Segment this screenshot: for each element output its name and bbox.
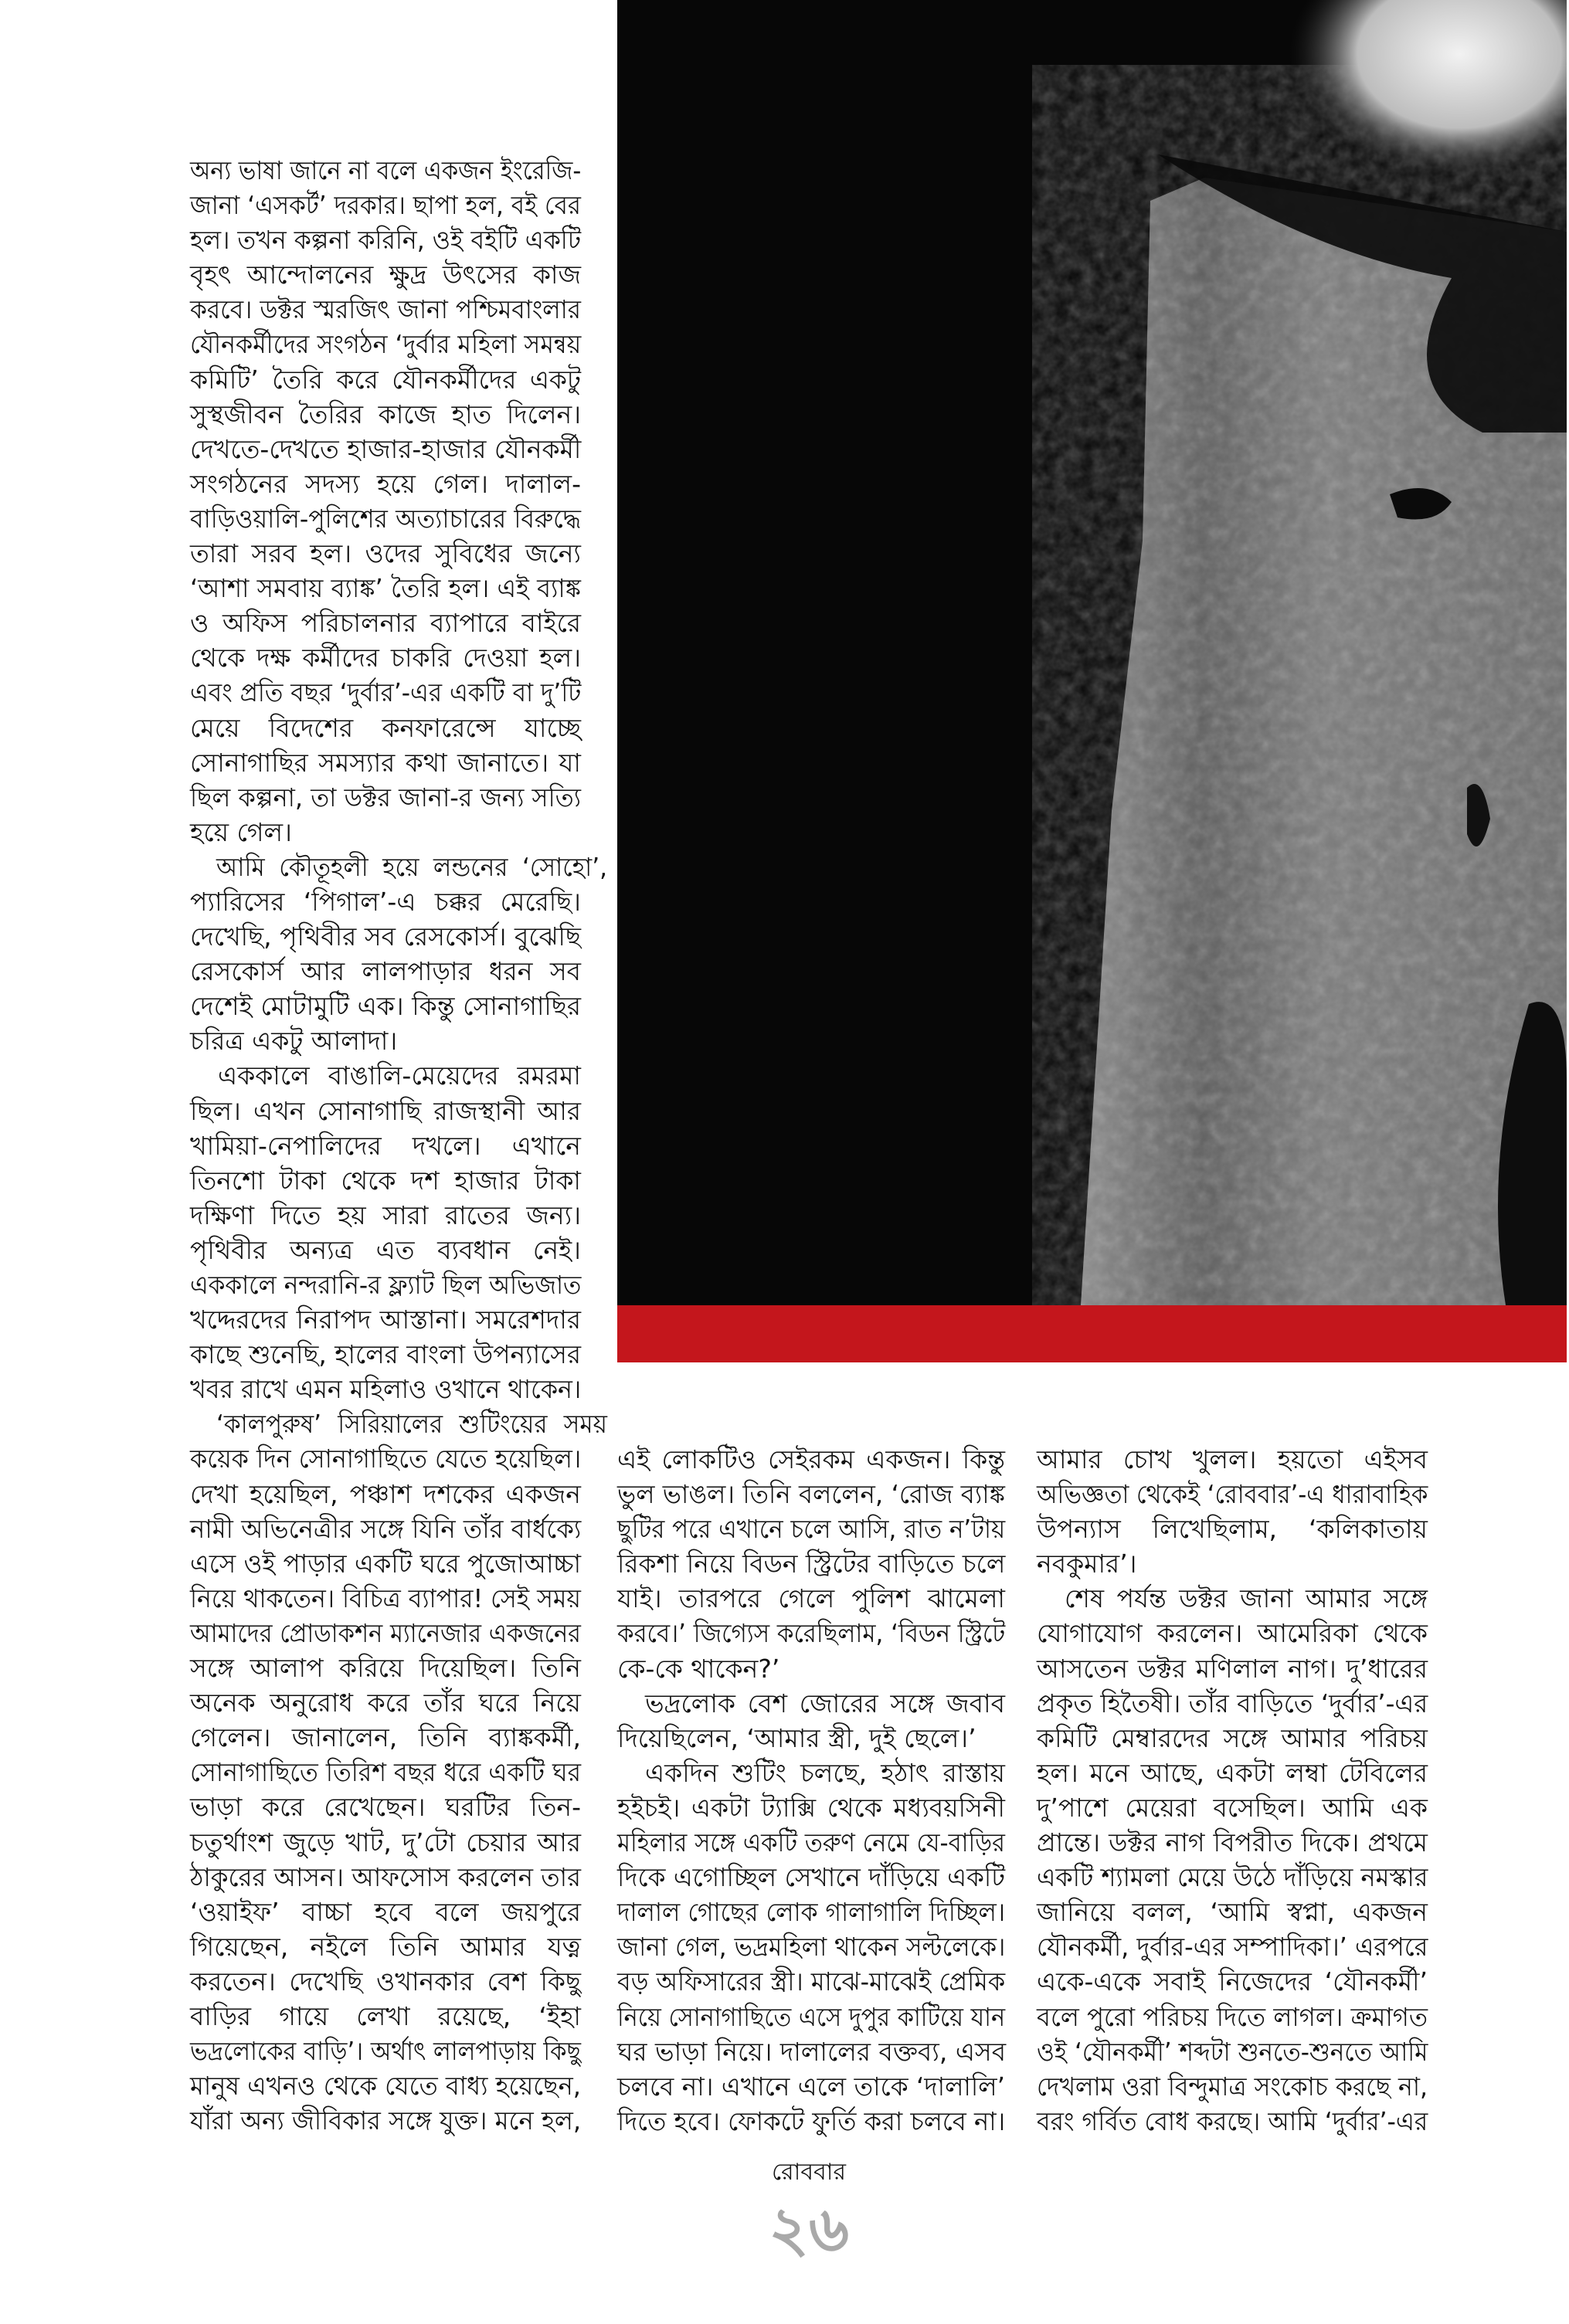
- text-line: দিকে এগোচ্ছিল সেখানে দাঁড়িয়ে একটি: [617, 1862, 1006, 1893]
- text-line: বাড়ির গায়ে লেখা রয়েছে, ‘ইহা: [190, 2000, 581, 2031]
- text-line: যোগাযোগ করলেন। আমেরিকা থেকে: [1037, 1618, 1428, 1649]
- text-line: খদ্দেরদের নিরাপদ আস্তানা। সমরেশদার: [190, 1304, 581, 1335]
- text-line: চলবে না। এখানে এলে তাকে ‘দালালি’: [617, 2071, 1005, 2102]
- text-line: ছিল কল্পনা, তা ডক্টর জানা-র জন্য সত্যি: [190, 782, 582, 813]
- text-line: দেখতে-দেখতে হাজার-হাজার যৌনকর্মী: [190, 433, 582, 464]
- text-line: আমাদের প্রোডাকশন ম্যানেজার একজনের: [190, 1617, 581, 1648]
- text-line: দেখলাম ওরা বিন্দুমাত্র সংকোচ করছে না,: [1037, 2071, 1428, 2102]
- text-line: আসতেন ডক্টর মণিলাল নাগ। দু’ধারের: [1037, 1653, 1428, 1684]
- text-line: আমি কৌতূহলী হয়ে লন্ডনের ‘সোহো’,: [216, 851, 608, 882]
- text-line: ভুল ভাঙল। তিনি বললেন, ‘রোজ ব্যাঙ্ক: [617, 1479, 1005, 1510]
- text-line: ভদ্রলোক বেশ জোরের সঙ্গে জবাব: [645, 1688, 1005, 1718]
- paragraph: [617, 1686, 1005, 1756]
- text-line: কমিটি মেম্বারদের সঙ্গে আমার পরিচয়: [1037, 1722, 1428, 1753]
- text-line: দিয়েছিলেন, ‘আমার স্ত্রী, দুই ছেলে।’: [617, 1722, 976, 1753]
- text-line: যৌনকর্মী, দুর্বার-এর সম্পাদিকা।’ এরপরে: [1037, 1932, 1428, 1963]
- text-line: করবে।’ জিগ্যেস করেছিলাম, ‘বিডন স্ট্রিটে: [617, 1618, 1006, 1649]
- text-line: যাই। তারপরে গেলে পুলিশ ঝামেলা: [617, 1583, 1005, 1614]
- text-line: বড় অফিসারের স্ত্রী। মাঝে-মাঝেই প্রেমিক: [617, 1966, 1006, 1997]
- paragraph: [190, 1058, 581, 1406]
- page-number: ২৬: [768, 2193, 850, 2265]
- paragraph: [1037, 1442, 1428, 1581]
- text-line: ঘর ভাড়া নিয়ে। দালালের বক্তব্য, এসব: [617, 2036, 1007, 2067]
- text-line: করবে। ডক্টর স্মরজিৎ জানা পশ্চিমবাংলার: [190, 294, 581, 325]
- article-photo: [617, 0, 1567, 1305]
- text-line: এককালে বাঙালি-মেয়েদের রমরমা: [218, 1060, 581, 1091]
- text-line: মেয়ে বিদেশের কনফারেন্সে যাচ্ছে: [190, 712, 581, 743]
- paragraph: [1037, 1581, 1428, 2139]
- text-line: একটি শ্যামলা মেয়ে উঠে দাঁড়িয়ে নমস্কার: [1037, 1862, 1428, 1893]
- text-line: প্যারিসের ‘পিগাল’-এ চক্কর মেরেছি।: [190, 886, 581, 917]
- text-line: কে-কে থাকেন?’: [617, 1653, 780, 1684]
- accent-red-bar: [617, 1305, 1567, 1362]
- text-line: নিয়ে সোনাগাছিতে এসে দুপুর কাটিয়ে যান: [617, 2001, 1006, 2032]
- text-line: ও অফিস পরিচালনার ব্যাপারে বাইরে: [190, 608, 581, 639]
- text-line: এবং প্রতি বছর ‘দুর্বার’-এর একটি বা দু’টি: [190, 677, 582, 708]
- text-line: থেকে দক্ষ কর্মীদের চাকরি দেওয়া হল।: [190, 643, 581, 673]
- text-line: গেলেন। জানালেন, তিনি ব্যাঙ্ককর্মী,: [190, 1722, 581, 1753]
- text-line: নবকুমার’।: [1037, 1549, 1137, 1579]
- text-line: করতেন। দেখেছি ওখানকার বেশ কিছু: [190, 1966, 581, 1997]
- text-line: ‘কালপুরুষ’ সিরিয়ালের শুটিংয়ের সময়: [216, 1409, 607, 1440]
- text-line: ছুটির পরে এখানে চলে আসি, রাত ন’টায়: [617, 1514, 1006, 1545]
- text-line: দিতে হবে। ফোকটে ফুর্তি করা চলবে না।: [617, 2105, 1006, 2136]
- text-line: বরং গর্বিত বোধ করছে। আমি ‘দুর্বার’-এর: [1037, 2105, 1428, 2136]
- text-line: হয়ে গেল।: [190, 816, 292, 847]
- paragraph: [190, 1406, 607, 2138]
- text-line: একদিন শুটিং চলছে, হঠাৎ রাস্তায়: [645, 1757, 1005, 1788]
- text-line: অনেক অনুরোধ করে তাঁর ঘরে নিয়ে: [190, 1688, 581, 1718]
- text-line: চতুর্থাংশ জুড়ে খাট, দু’টো চেয়ার আর: [190, 1827, 581, 1858]
- text-line: অন্য ভাষা জানে না বলে একজন ইংরেজি-: [190, 155, 582, 185]
- text-line: দেখেছি, পৃথিবীর সব রেসকোর্স। বুঝেছি: [190, 921, 581, 952]
- text-line: নামী অভিনেত্রীর সঙ্গে যিনি তাঁর বার্ধক্যে: [190, 1513, 582, 1544]
- text-line: কমিটি’ তৈরি করে যৌনকর্মীদের একটু: [190, 364, 581, 395]
- paragraph: [617, 1442, 1005, 1686]
- text-line: একে-একে সবাই নিজেদের ‘যৌনকর্মী’: [1037, 1966, 1428, 1997]
- text-line: দালাল গোছের লোক গালাগালি দিচ্ছিল।: [617, 1897, 1006, 1928]
- text-line: শেষ পর্যন্ত ডক্টর জানা আমার সঙ্গে: [1065, 1583, 1428, 1614]
- text-line: কয়েক দিন সোনাগাছিতে যেতে হয়েছিল।: [190, 1444, 582, 1474]
- text-line: সঙ্গে আলাপ করিয়ে দিয়েছিল। তিনি: [190, 1653, 581, 1684]
- text-line: ভাড়া করে রেখেছেন। ঘরটির তিন-: [190, 1792, 581, 1823]
- text-line: এককালে নন্দরানি-র ফ্ল্যাট ছিল অভিজাত: [190, 1270, 582, 1300]
- text-line: ‘ওয়াইফ’ বাচ্চা হবে বলে জয়পুরে: [190, 1896, 581, 1927]
- text-line: জানা ‘এসকর্ট’ দরকার। ছাপা হল, বই বের: [190, 190, 581, 221]
- text-line: বৃহৎ আন্দোলনের ক্ষুদ্র উৎসের কাজ: [190, 260, 581, 290]
- text-line: প্রকৃত হিতৈষী। তাঁর বাড়িতে ‘দুর্বার’-এর: [1037, 1688, 1428, 1718]
- text-line: যাঁরা অন্য জীবিকার সঙ্গে যুক্ত। মনে হল,: [190, 2105, 582, 2136]
- text-line: চরিত্র একটু আলাদা।: [190, 1026, 398, 1057]
- text-line: সোনাগাছির সমস্যার কথা জানাতে। যা: [190, 747, 581, 778]
- text-line: বলে পুরো পরিচয় দিতে লাগল। ক্রমাগত: [1037, 2001, 1428, 2032]
- paragraph: [190, 153, 581, 850]
- text-line: ছিল। এখন সোনাগাছি রাজস্থানী আর: [190, 1095, 581, 1126]
- article-column-right: [1037, 1442, 1428, 2139]
- text-line: হল। মনে আছে, একটা লম্বা টেবিলের: [1037, 1757, 1428, 1788]
- text-line: রেসকোর্স আর লালপাড়ার ধরন সব: [190, 956, 581, 987]
- text-line: তারা সরব হল। ওদের সুবিধের জন্যে: [190, 538, 581, 569]
- text-line: হইচই। একটা ট্যাক্সি থেকে মধ্যবয়সিনী: [617, 1792, 1005, 1823]
- text-line: দক্ষিণা দিতে হয় সারা রাতের জন্য।: [190, 1199, 581, 1230]
- text-line: রিকশা নিয়ে বিডন স্ট্রিটের বাড়িতে চলে: [617, 1549, 1006, 1579]
- text-line: এসে ওই পাড়ার একটি ঘরে পুজোআচ্চা: [190, 1548, 582, 1579]
- text-line: ‘আশা সমবায় ব্যাঙ্ক’ তৈরি হল। এই ব্যাঙ্ক: [190, 573, 581, 604]
- text-line: সোনাগাছিতে তিরিশ বছর ধরে একটি ঘর: [190, 1757, 582, 1788]
- text-line: মানুষ এখনও থেকে যেতে বাধ্য হয়েছেন,: [190, 2071, 582, 2102]
- text-line: ঠাকুরের আসন। আফসোস করলেন তার: [190, 1861, 581, 1892]
- text-line: ওই ‘যৌনকর্মী’ শব্দটা শুনতে-শুনতে আমি: [1037, 2036, 1428, 2067]
- text-line: জানা গেল, ভদ্রমহিলা থাকেন সল্টলেকে।: [617, 1932, 1006, 1963]
- text-line: কাছে শুনেছি, হালের বাংলা উপন্যাসের: [190, 1339, 581, 1370]
- text-line: যৌনকর্মীদের সংগঠন ‘দুর্বার মহিলা সমন্বয়: [190, 329, 582, 360]
- article-column-middle: [617, 1442, 1005, 2139]
- text-line: হল। তখন কল্পনা করিনি, ওই বইটি একটি: [190, 225, 582, 256]
- photo-image: [617, 0, 1567, 1305]
- text-line: জানিয়ে বলল, ‘আমি স্বপ্না, একজন: [1037, 1897, 1428, 1928]
- text-line: সংগঠনের সদস্য হয়ে গেল। দালাল-: [190, 468, 581, 499]
- text-line: বাড়িওয়ালি-পুলিশের অত্যাচারের বিরুদ্ধে: [190, 503, 581, 534]
- text-line: দু’পাশে মেয়েরা বসেছিল। আমি এক: [1037, 1792, 1428, 1823]
- text-line: মহিলার সঙ্গে একটি তরুণ নেমে যে-বাড়ির: [617, 1827, 1005, 1858]
- text-line: পৃথিবীর অন্যত্র এত ব্যবধান নেই।: [190, 1234, 581, 1265]
- text-line: খবর রাখে এমন মহিলাও ওখানে থাকেন।: [190, 1374, 582, 1405]
- text-line: আমার চোখ খুলল। হয়তো এইসব: [1037, 1444, 1428, 1474]
- footer-magazine-name: রোববার: [772, 2159, 846, 2186]
- paragraph: [617, 1756, 1005, 2139]
- text-line: প্রান্তে। ডক্টর নাগ বিপরীত দিকে। প্রথমে: [1037, 1827, 1428, 1858]
- text-line: তিনশো টাকা থেকে দশ হাজার টাকা: [190, 1165, 581, 1196]
- text-line: গিয়েছেন, নইলে তিনি আমার যত্ন: [190, 1931, 581, 1962]
- paragraph: [190, 850, 608, 1059]
- text-line: দেশেই মোটামুটি এক। কিন্তু সোনাগাছির: [190, 991, 581, 1022]
- article-column-left: [190, 153, 608, 2138]
- text-line: খামিয়া-নেপালিদের দখলে। এখানে: [190, 1130, 581, 1161]
- text-line: ভদ্রলোকের বাড়ি’। অর্থাৎ লালপাড়ায় কিছু: [190, 2036, 581, 2067]
- text-line: নিয়ে থাকতেন। বিচিত্র ব্যাপার! সেই সময়: [190, 1583, 581, 1613]
- text-line: উপন্যাস লিখেছিলাম, ‘কলিকাতায়: [1037, 1514, 1428, 1545]
- text-line: অভিজ্ঞতা থেকেই ‘রোববার’-এ ধারাবাহিক: [1037, 1479, 1428, 1510]
- text-line: সুস্থজীবন তৈরির কাজে হাত দিলেন।: [190, 399, 581, 429]
- text-line: দেখা হয়েছিল, পঞ্চাশ দশকের একজন: [190, 1478, 581, 1509]
- text-line: এই লোকটিও সেইরকম একজন। কিন্তু: [617, 1444, 1005, 1474]
